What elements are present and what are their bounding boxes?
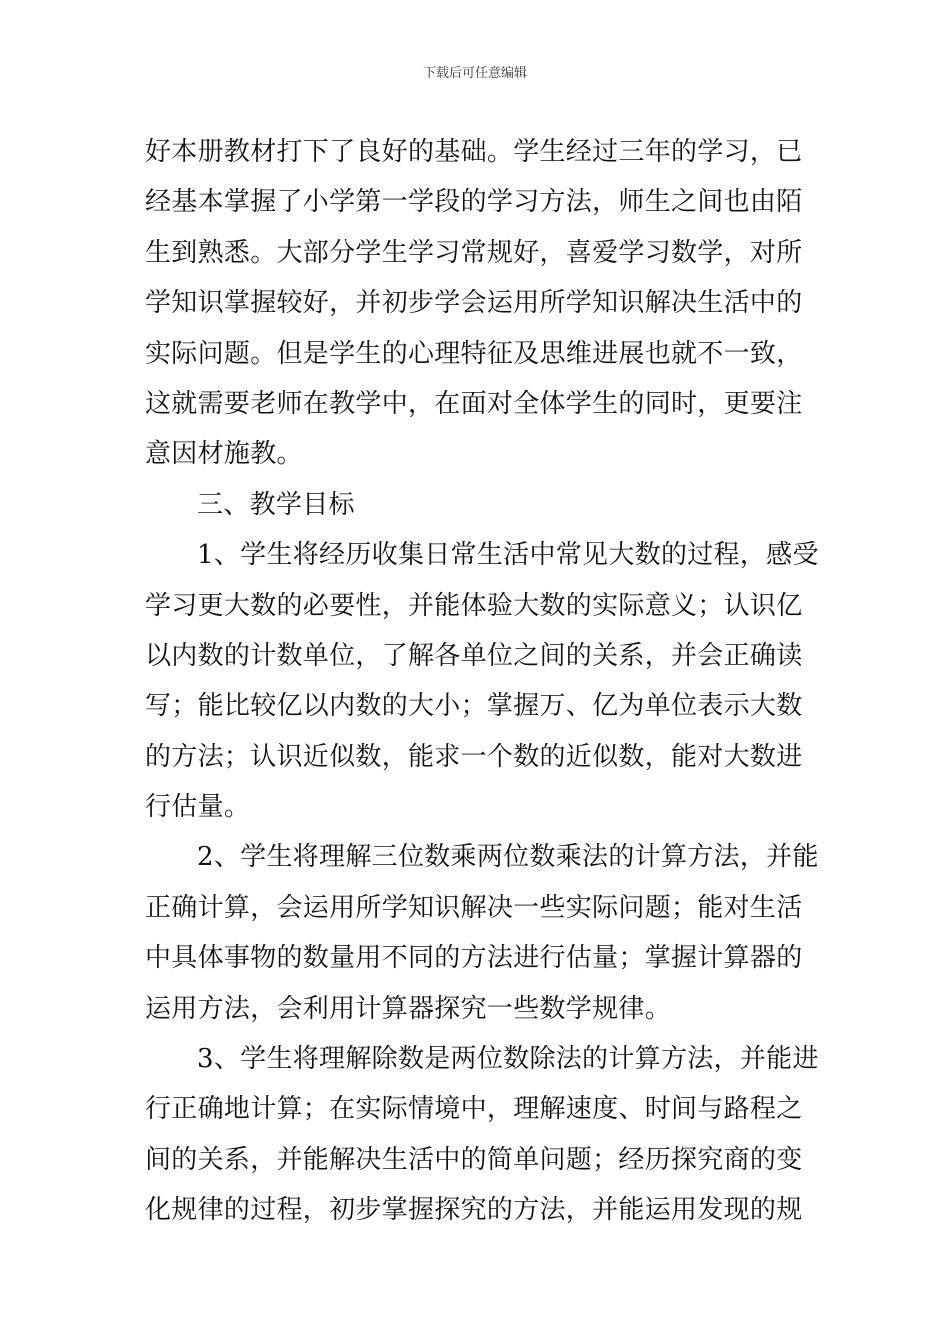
text-line: 中具体事物的数量用不同的方法进行估量；掌握计算器的 <box>145 943 803 974</box>
text-line: 行估量。 <box>145 792 251 823</box>
text-line: 实际问题。但是学生的心理特征及思维进展也就不一致， <box>145 338 803 369</box>
page-header-note: 下载后可任意编辑 <box>422 66 527 81</box>
text-line: 间的关系，并能解决生活中的简单问题；经历探究商的变 <box>145 1144 803 1175</box>
text-line: 学知识掌握较好，并初步学会运用所学知识解决生活中的 <box>145 288 803 319</box>
paragraph-start: 2、学生将理解三位数乘两位数乘法的计算方法，并能 <box>197 842 819 873</box>
text-line: 学习更大数的必要性，并能体验大数的实际意义；认识亿 <box>145 590 803 621</box>
text-line: 正确计算，会运用所学知识解决一些实际问题；能对生活 <box>145 892 803 923</box>
text-line: 运用方法，会利用计算器探究一些数学规律。 <box>145 993 672 1024</box>
text-line: 经基本掌握了小学第一学段的学习方法，师生之间也由陌 <box>145 187 803 218</box>
text-line: 写；能比较亿以内数的大小；掌握万、亿为单位表示大数 <box>145 691 803 722</box>
text-line: 生到熟悉。大部分学生学习常规好，喜爱学习数学，对所 <box>145 237 803 268</box>
text-line: 意因材施教。 <box>145 439 303 470</box>
section-heading: 三、教学目标 <box>197 489 355 520</box>
text-line: 的方法；认识近似数，能求一个数的近似数，能对大数进 <box>145 741 803 772</box>
text-line: 化规律的过程，初步掌握探究的方法，并能运用发现的规 <box>145 1195 803 1226</box>
text-line: 这就需要老师在教学中，在面对全体学生的同时，更要注 <box>145 388 803 419</box>
text-line: 好本册教材打下了良好的基础。学生经过三年的学习，已 <box>145 137 803 167</box>
text-line: 行正确地计算；在实际情境中，理解速度、时间与路程之 <box>145 1094 803 1125</box>
text-line: 以内数的计数单位，了解各单位之间的关系，并会正确读 <box>145 640 803 671</box>
paragraph-start: 1、学生将经历收集日常生活中常见大数的过程，感受 <box>197 540 819 571</box>
paragraph-start: 3、学生将理解除数是两位数除法的计算方法，并能进 <box>197 1044 819 1075</box>
body-text <box>145 127 825 1236</box>
